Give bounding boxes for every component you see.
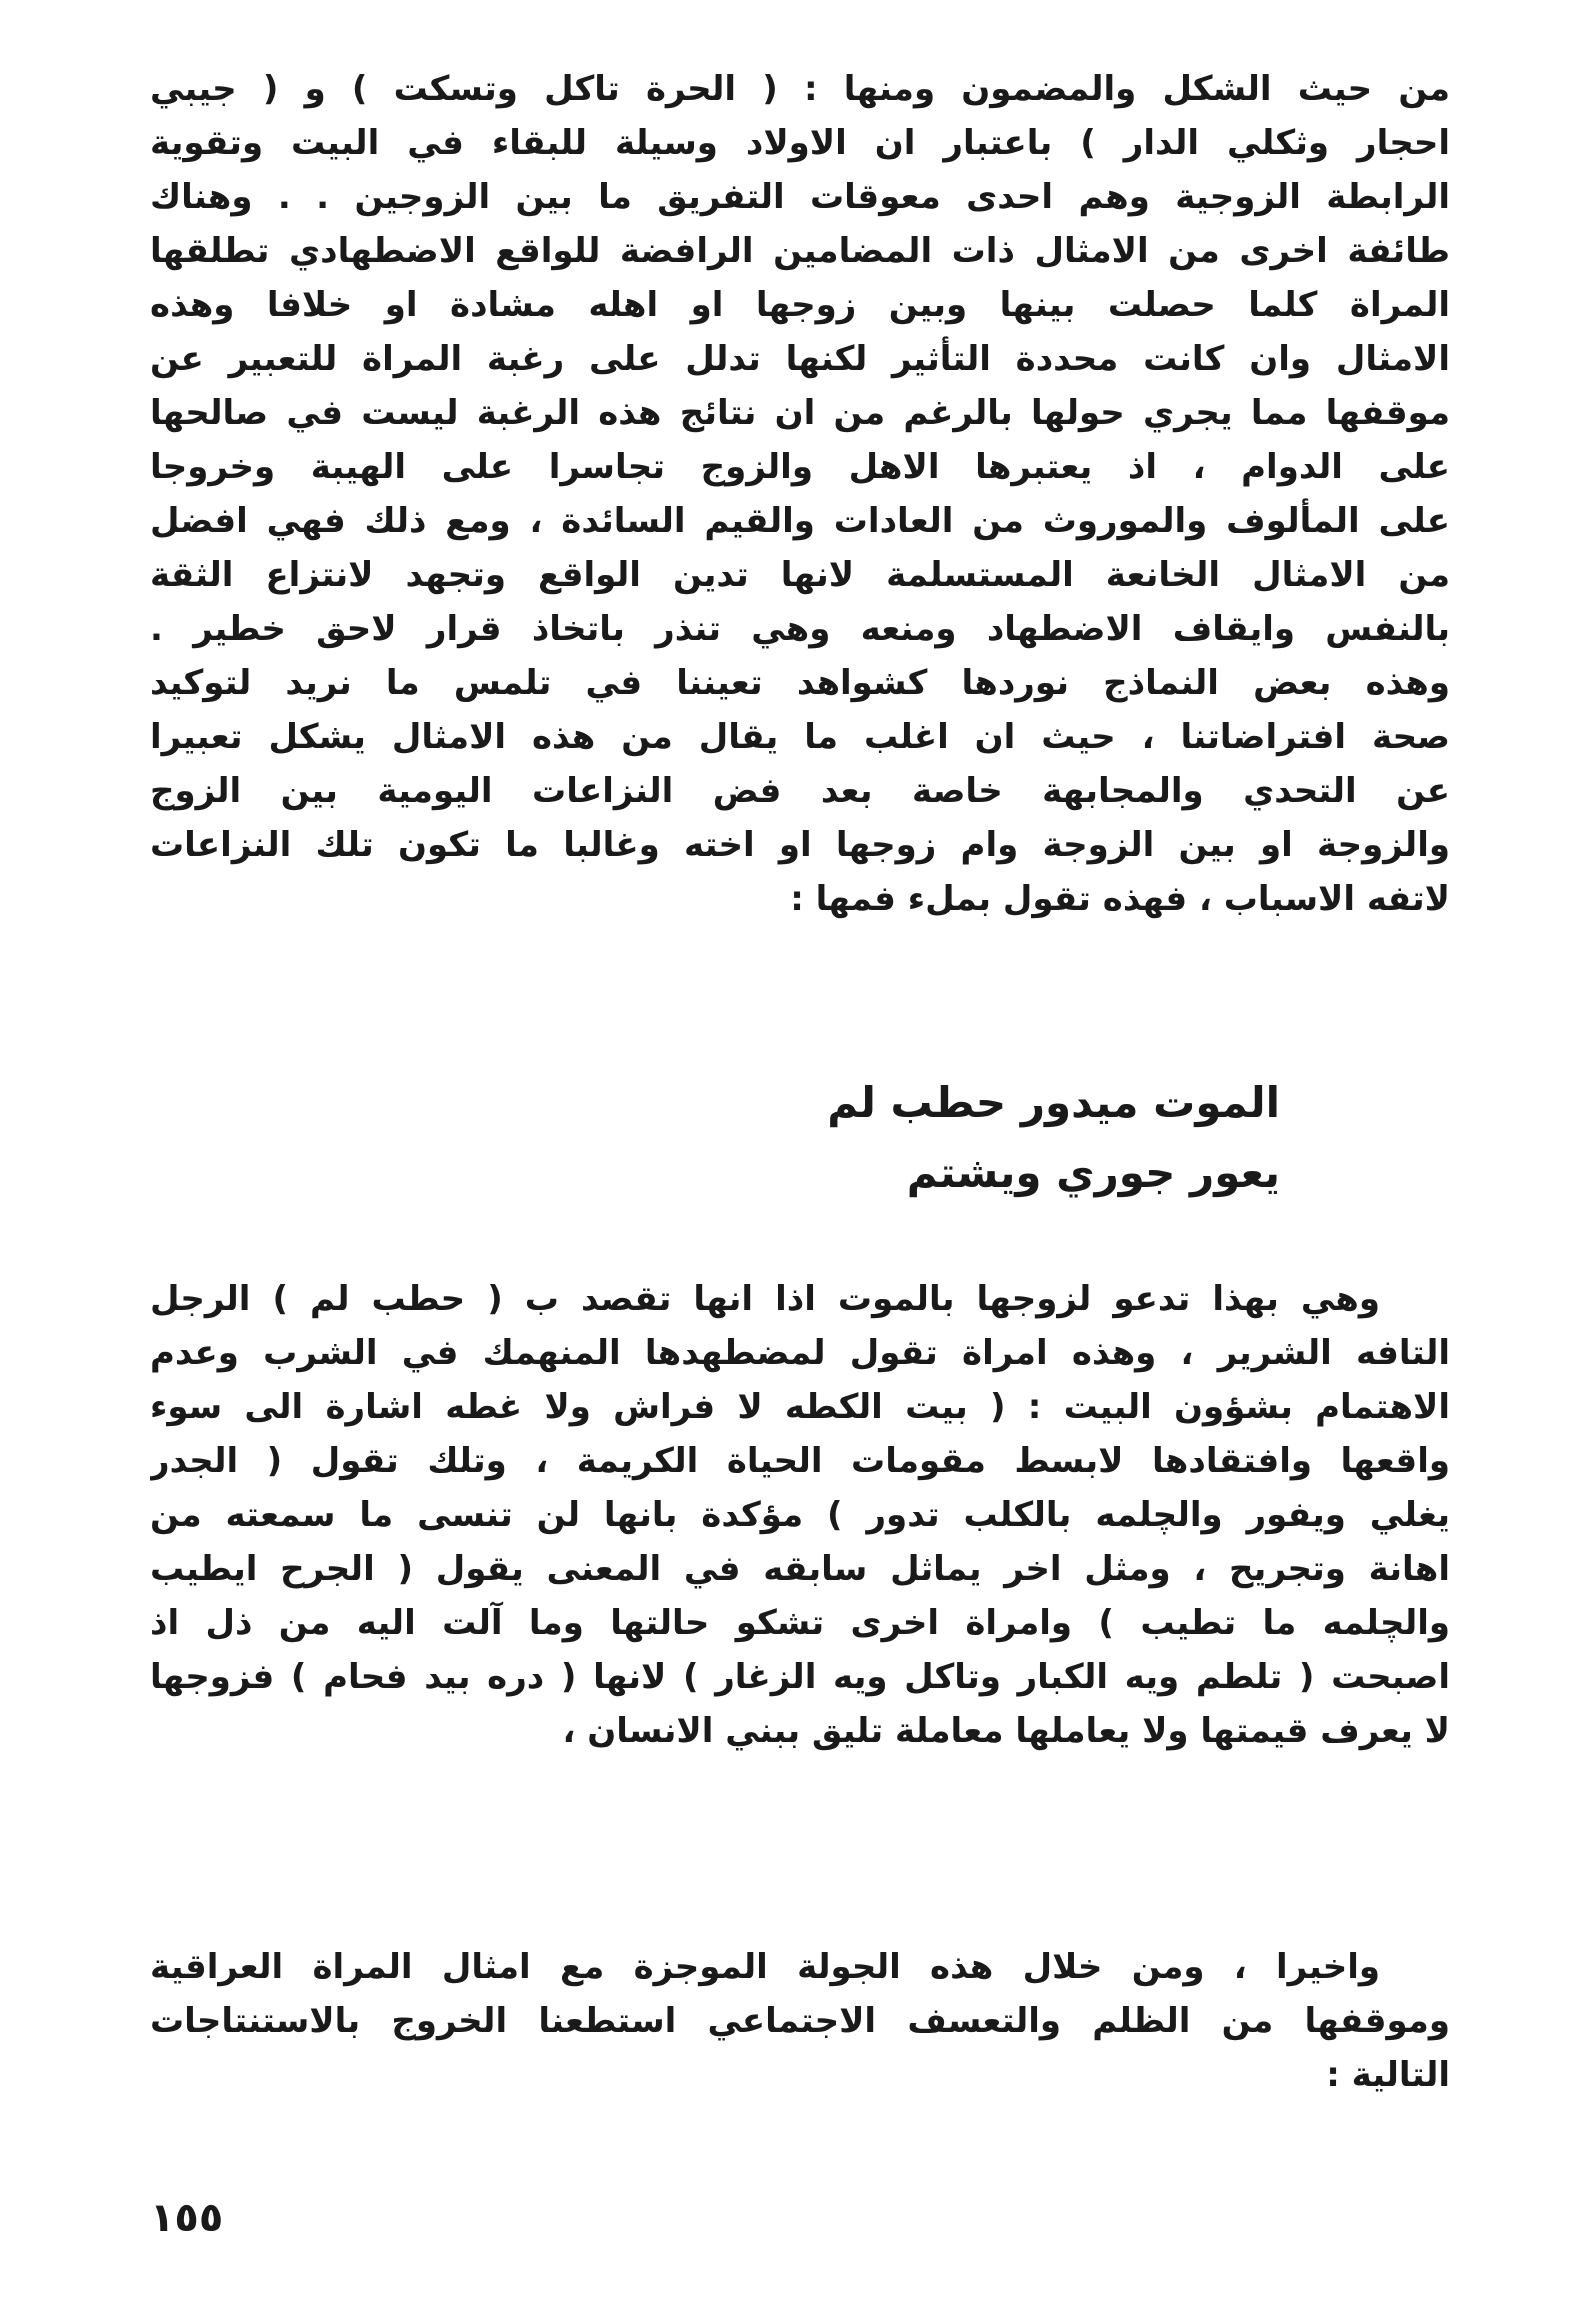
text-line: يغلي ويفور والچلمه بالكلب تدور ) مؤكدة بانها لن تنسى ما سمعته من (150, 1495, 1450, 1535)
text-line: اهانة وتجريح ، ومثل اخر يماثل سابقه في المعنى يقول ( الجرح ايطيب (150, 1549, 1450, 1589)
text-line: لاتفه الاسباب ، فهذه تقول بملء فمها : (790, 879, 1450, 919)
text-line: موقفها مما يجري حولها بالرغم من ان نتائج هذه الرغبة ليست في صالحها (150, 393, 1450, 433)
text-line: التالية : (1326, 2055, 1450, 2095)
text-line: لا يعرف قيمتها ولا يعاملها معاملة تليق ببني الانسان ، (562, 1711, 1450, 1751)
text-line: من حيث الشكل والمضمون ومنها : ( الحرة تاكل وتسكت ) و ( جيبي (150, 69, 1450, 109)
text-line: الامثال وان كانت محددة التأثير لكنها تدلل على رغبة المراة للتعبير عن (150, 339, 1450, 379)
paragraph-3 (150, 1940, 1450, 2102)
verse-line: الموت ميدور حطب لم (827, 1078, 1280, 1127)
text-line: والچلمه ما تطيب ) وامراة اخرى تشكو حالتها وما آلت اليه من ذل اذ (150, 1603, 1450, 1643)
page-number: ١٥٥ (150, 2195, 224, 2241)
text-line: الرابطة الزوجية وهم احدى معوقات التفريق ما بين الزوجين . . وهناك (150, 177, 1450, 217)
text-line: وموقفها من الظلم والتعسف الاجتماعي استطعنا الخروج بالاستنتاجات (150, 2001, 1450, 2041)
text-line: واخيرا ، ومن خلال هذه الجولة الموجزة مع امثال المراة العراقية (150, 1947, 1380, 1987)
proverb-verse (150, 1068, 1280, 1208)
text-line: اصبحت ( تلطم ويه الكبار وتاكل ويه الزغار ) لانها ( دره بيد فحام ) فزوجها (150, 1657, 1450, 1697)
text-line: بالنفس وايقاف الاضطهاد ومنعه وهي تنذر باتخاذ قرار لاحق خطير . (150, 609, 1450, 649)
text-line: واقعها وافتقادها لابسط مقومات الحياة الكريمة ، وتلك تقول ( الجدر (150, 1441, 1450, 1481)
text-line: وهذه بعض النماذج نوردها كشواهد تعيننا في تلمس ما نريد لتوكيد (150, 663, 1450, 703)
text-line: على المألوف والموروث من العادات والقيم السائدة ، ومع ذلك فهي افضل (150, 501, 1450, 541)
text-line: والزوجة او بين الزوجة وام زوجها او اخته وغالبا ما تكون تلك النزاعات (150, 825, 1450, 865)
text-line: من الامثال الخانعة المستسلمة لانها تدين الواقع وتجهد لانتزاع الثقة (150, 555, 1450, 595)
text-line: طائفة اخرى من الامثال ذات المضامين الرافضة للواقع الاضطهادي تطلقها (150, 231, 1450, 271)
text-line: المراة كلما حصلت بينها وبين زوجها او اهله مشادة او خلافا وهذه (150, 285, 1450, 325)
verse-line: يعور جوري ويشتم (906, 1148, 1280, 1197)
text-line: عن التحدي والمجابهة خاصة بعد فض النزاعات اليومية بين الزوج (150, 771, 1450, 811)
text-line: التافه الشرير ، وهذه امراة تقول لمضطهدها المنهمك في الشرب وعدم (150, 1333, 1450, 1373)
text-line: احجار وثكلي الدار ) باعتبار ان الاولاد وسيلة للبقاء في البيت وتقوية (150, 123, 1450, 163)
text-line: الاهتمام بشؤون البيت : ( بيت الكطه لا فراش ولا غطه اشارة الى سوء (150, 1387, 1450, 1427)
text-line: على الدوام ، اذ يعتبرها الاهل والزوج تجاسرا على الهيبة وخروجا (150, 447, 1450, 487)
paragraph-2 (150, 1272, 1450, 1758)
paragraph-1 (150, 62, 1450, 926)
text-line: صحة افتراضاتنا ، حيث ان اغلب ما يقال من هذه الامثال يشكل تعبيرا (150, 717, 1450, 757)
text-line: وهي بهذا تدعو لزوجها بالموت اذا انها تقصد ب ( حطب لم ) الرجل (150, 1279, 1380, 1319)
